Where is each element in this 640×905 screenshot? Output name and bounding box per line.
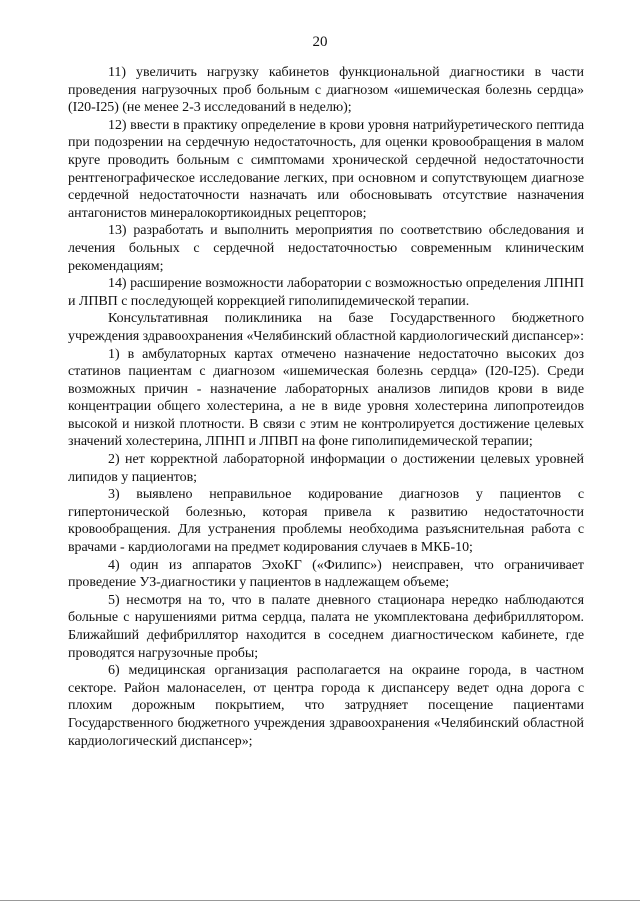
list-item: 2) нет корректной лабораторной информации о достижении целевых уровней липидов у пациентов;	[68, 452, 584, 485]
document-body	[68, 64, 584, 750]
list-item: 11) увеличить нагрузку кабинетов функциональной диагностики в части проведения нагрузочных проб больным с диагнозом «ишемическая болезнь сердца» (I20-I25) (не менее 2-3 исследований в неделю);	[68, 65, 584, 116]
list-item: 5) несмотря на то, что в палате дневного стационара нередко наблюдаются больные с нарушениями ритма сердца, палата не укомплектована дефибриллятором. Ближайший дефибриллятор находится в соседнем диагностическом кабинете, где проводятся нагрузочные пробы;	[68, 592, 584, 661]
list-item: 14) расширение возможности лаборатории с возможностью определения ЛПНП и ЛПВП с последующей коррекцией гиполипидемической терапии.	[68, 276, 584, 309]
list-item: 4) один из аппаратов ЭхоКГ («Филипс») неисправен, что ограничивает проведение УЗ-диагностики у пациентов в надлежащем объеме;	[68, 557, 584, 591]
list-item: 1) в амбулаторных картах отмечено назначение недостаточно высоких доз статинов пациентам с диагнозом «ишемическая болезнь сердца» (I20-I25). Среди возможных причин - назначение лабораторных анализов липидов крови в виде концентрации общего холестерина, а не в виде уровня холестерина липопротеидов высокой и низкой плотности. В связи с этим не контролируется достижение целевых значений холестерина, ЛПНП и ЛПВП на фоне гиполипидемической терапии;	[68, 346, 584, 450]
list-item: 13) разработать и выполнить мероприятия по соответствию обследования и лечения больных с сердечной недостаточностью современным клиническим рекомендациям;	[68, 223, 584, 274]
list-item: 6) медицинская организация располагается на окраине города, в частном секторе. Район малонаселен, от центра города к диспансеру ведет одна дорога с плохим дорожным покрытием, что затрудняет посещение пациентами Государственного бюджетного учреждения здравоохранения «Челябинский областной кардиологический диспансер»;	[68, 663, 584, 749]
bottom-divider	[0, 900, 640, 901]
section-intro: Консультативная поликлиника на базе Государственного бюджетного учреждения здравоохранения «Челябинский областной кардиологический диспансер»:	[68, 311, 584, 344]
list-item: 3) выявлено неправильное кодирование диагнозов у пациентов с гипертонической болезнью, которая привела к развитию недостаточности кровообращения. Для устранения проблемы необходима разъяснительная работа с врачами - кардиологами на предмет кодирования случаев в МКБ-10;	[68, 487, 584, 556]
page-number: 20	[312, 34, 328, 50]
list-item: 12) ввести в практику определение в крови уровня натрийуретического пептида при подозрении на сердечную недостаточность, для оценки кровообращения в малом круге проводить больным с симптомами хронической сердечной недостаточности рентгенографическое исследование легких, при основном и сопутствующем диагнозе сердечной недостаточности назначать или обосновывать отсутствие назначения антагонистов минералокортикоидных рецепторов;	[68, 117, 584, 221]
